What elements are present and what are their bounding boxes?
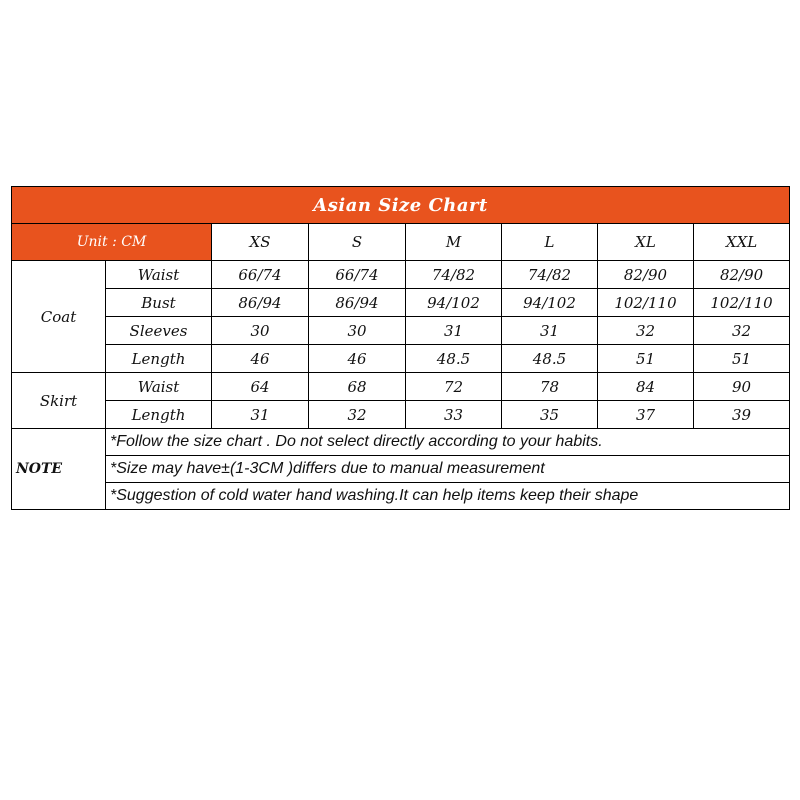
table-cell: 48.5 [502,345,598,373]
table-cell: 39 [694,401,790,429]
table-cell: 78 [502,373,598,401]
table-cell: 74/82 [406,261,502,289]
measure-label: Length [106,345,212,373]
table-cell: 102/110 [598,289,694,317]
size-header: XL [598,224,694,261]
table-cell: 46 [212,345,309,373]
measure-label: Waist [106,373,212,401]
table-cell: 31 [406,317,502,345]
table-cell: 86/94 [212,289,309,317]
table-row [12,373,790,401]
table-cell: 86/94 [309,289,406,317]
table-row [12,261,790,289]
table-cell: 30 [212,317,309,345]
measure-label: Length [106,401,212,429]
table-cell: 94/102 [406,289,502,317]
table-cell: 37 [598,401,694,429]
note-row [12,429,790,456]
note-line: *Suggestion of cold water hand washing.It can help items keep their shape [106,483,790,510]
table-cell: 72 [406,373,502,401]
table-cell: 31 [212,401,309,429]
header-row [12,224,790,261]
table-row [12,289,790,317]
note-line: *Size may have±(1-3CM )differs due to manual measurement [106,456,790,483]
table-cell: 48.5 [406,345,502,373]
table-cell: 82/90 [694,261,790,289]
table-cell: 33 [406,401,502,429]
table-cell: 66/74 [309,261,406,289]
table-cell: 90 [694,373,790,401]
table-cell: 46 [309,345,406,373]
unit-label: Unit : CM [12,224,212,261]
table-cell: 51 [694,345,790,373]
table-cell: 31 [502,317,598,345]
measure-label: Bust [106,289,212,317]
size-header: S [309,224,406,261]
table-cell: 84 [598,373,694,401]
table-cell: 51 [598,345,694,373]
table-cell: 64 [212,373,309,401]
table-cell: 102/110 [694,289,790,317]
note-line: *Follow the size chart . Do not select directly according to your habits. [106,429,790,456]
note-row [12,483,790,510]
table-cell: 32 [309,401,406,429]
group-label-skirt: Skirt [12,373,106,429]
table-cell: 94/102 [502,289,598,317]
table-row [12,401,790,429]
size-header: M [406,224,502,261]
table-cell: 66/74 [212,261,309,289]
size-header: L [502,224,598,261]
size-header: XXL [694,224,790,261]
measure-label: Waist [106,261,212,289]
group-label-coat: Coat [12,261,106,373]
title-row [12,187,790,224]
measure-label: Sleeves [106,317,212,345]
table-cell: 68 [309,373,406,401]
table-cell: 35 [502,401,598,429]
table-cell: 82/90 [598,261,694,289]
table-row [12,345,790,373]
table-cell: 32 [598,317,694,345]
table-row [12,317,790,345]
note-row [12,456,790,483]
note-label: NOTE [12,429,106,510]
table-cell: 32 [694,317,790,345]
size-header: XS [212,224,309,261]
size-chart-table [11,186,790,510]
chart-title: Asian Size Chart [12,187,790,224]
table-cell: 30 [309,317,406,345]
table-cell: 74/82 [502,261,598,289]
